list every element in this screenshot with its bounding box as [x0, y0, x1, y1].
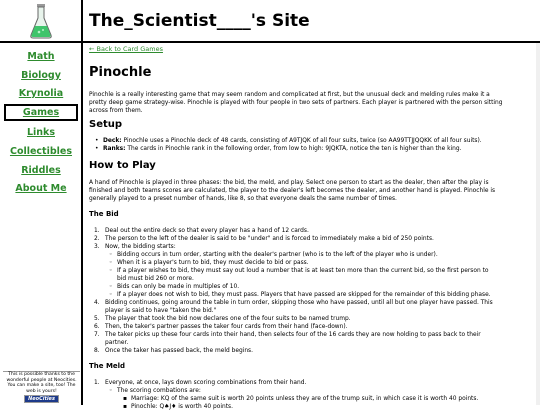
setup-deck-item: [103, 137, 523, 145]
circle-bullet-icon: ◦: [109, 388, 113, 394]
sidebar-nav: [0, 43, 83, 405]
intro-line-1: Pinochle is a really interesting game that may seem random and complicated at first, but the unusual deck and melding rules make it a: [89, 92, 490, 98]
circle-bullet-icon: ◦: [109, 260, 113, 266]
list-number: 3.: [94, 244, 100, 250]
neocities-credit: [3, 371, 80, 401]
bid-substep-e: If a player does not wish to bid, they must pass. Players that have passed are skipped for the remainder of this bidding phase.: [117, 292, 491, 298]
meld-marriage: Marriage: KQ of the same suit is worth 20 points unless they are of the trump suit, in which case it is worth 40 points.: [131, 396, 479, 402]
bid-substep-a: Bidding occurs in turn order, starting with the dealer's partner (who is to the left of the player who is under).: [117, 252, 438, 258]
bid-step-6: Then, the taker's partner passes the taker four cards from their hand (face-down).: [105, 324, 348, 330]
nav-riddles[interactable]: Riddles: [21, 165, 61, 176]
nav-about-me[interactable]: About Me: [15, 183, 67, 194]
bullet-icon: •: [95, 138, 99, 144]
nav-math[interactable]: Math: [27, 51, 55, 62]
list-number: 1.: [94, 228, 100, 234]
neocities-badge[interactable]: NeoCities: [24, 395, 59, 403]
bid-step-4-line-1: Bidding continues, going around the table in turn order, skipping those who have passed, until all but one player have passed. This: [105, 300, 493, 306]
nav-krynolia[interactable]: Krynolia: [18, 88, 64, 99]
list-number: 5.: [94, 316, 100, 322]
bullet-icon: •: [95, 146, 99, 152]
circle-bullet-icon: ◦: [109, 268, 113, 274]
circle-bullet-icon: ◦: [109, 252, 113, 258]
site-header: [0, 0, 540, 43]
ranks-label: Ranks:: [103, 146, 126, 152]
ranks-text: The cards in Pinochle rank in the following order, from low to high: 9JQKTA, notice the ten is higher than the king.: [127, 146, 462, 152]
setup-heading: Setup: [89, 119, 123, 130]
bid-step-2: The person to the left of the dealer is said to be "under" and is forced to immediately make a bid of 250 points.: [105, 236, 434, 242]
nav-collectibles[interactable]: Collectibles: [9, 146, 73, 157]
bid-substep-d: Bids can only be made in multiples of 10.: [117, 284, 240, 290]
list-number: 6.: [94, 324, 100, 330]
credit-line-4: web is yours!: [26, 388, 57, 394]
main-content: [89, 43, 537, 410]
meld-substep-a: The scoring combations are:: [117, 388, 201, 394]
bid-substep-b: When it is a player's turn to bid, they must decide to bid or pass.: [117, 260, 309, 266]
how-to-play-heading: How to Play: [89, 160, 156, 171]
bid-step-4-line-2: player is said to have "taken the bid.": [105, 308, 217, 314]
setup-ranks-item: [103, 145, 523, 153]
bid-heading: The Bid: [89, 210, 119, 218]
page-title: Pinochle: [89, 65, 152, 80]
bid-substep-c-line-2: bid must bid 260 or more.: [117, 276, 194, 282]
bid-step-8: Once the taker has passed back, the meld begins.: [105, 348, 253, 354]
nav-biology[interactable]: Biology: [21, 70, 61, 81]
howto-line-3: generally played to a preset number of hands, like 8, so that everyone deals the same number of times.: [89, 196, 397, 202]
list-number: 7.: [94, 332, 100, 338]
circle-bullet-icon: ◦: [109, 284, 113, 290]
nav-links[interactable]: Links: [26, 127, 56, 138]
credit-line-2: wonderful people at Neocities.: [6, 377, 77, 383]
bid-step-3: Now, the bidding starts:: [105, 244, 176, 250]
deck-text: Pinochle uses a Pinochle deck of 48 cards, consisting of A9TJQK of all four suits, twice (so AA99TTJJQQKK of all four suits).: [123, 138, 482, 144]
list-number: 4.: [94, 300, 100, 306]
back-to-card-games-link[interactable]: ← Back to Card Games: [89, 45, 163, 53]
intro-line-2: pretty deep game strategy-wise. Pinochle is played with four people in two sets of partners. Each player is partnered with the person sitting: [89, 100, 503, 106]
square-bullet-icon: ▪: [123, 396, 127, 402]
square-bullet-icon: ▪: [123, 404, 127, 410]
meld-pinochle: Pinochle: Q♠J♦ is worth 40 points.: [131, 404, 233, 410]
howto-line-2: finished and both teams scores are calculated, the player to the dealer's left becomes the dealer, and another hand is played. Pinochle is: [89, 188, 496, 194]
logo-cell: [0, 0, 83, 43]
deck-label: Deck:: [103, 138, 122, 144]
page-scrollbar[interactable]: [536, 43, 540, 405]
meld-step-1: Everyone, at once, lays down scoring combinations from their hand.: [105, 380, 307, 386]
bid-step-7-line-2: partner.: [105, 340, 129, 346]
nav-games[interactable]: Games: [4, 104, 78, 121]
bid-step-5: The player that took the bid now declares one of the four suits to be named trump.: [105, 316, 351, 322]
site-title: The_Scientist____'s Site: [89, 11, 310, 31]
flask-icon: [29, 3, 53, 39]
list-number: 1.: [94, 380, 100, 386]
credit-line-1: This is possible thanks to the: [8, 372, 75, 377]
intro-line-3: across from them.: [89, 108, 143, 114]
list-number: 8.: [94, 348, 100, 354]
meld-heading: The Meld: [89, 362, 126, 370]
bid-step-1: Deal out the entire deck so that every player has a hand of 12 cards.: [105, 228, 309, 234]
credit-line-3: You can make a site, too! The: [7, 383, 76, 388]
list-number: 2.: [94, 236, 100, 242]
howto-line-1: A hand of Pinochle is played in three phases: the bid, the meld, and play. Select one person to start as the dealer, then after the play is: [89, 180, 489, 186]
bid-step-7-line-1: The taker picks up these four cards into their hand, then selects four of the 16 cards they are now holding to pass back to their: [105, 332, 481, 338]
bid-substep-c-line-1: If a player wishes to bid, they must say out loud a number that is at least ten more than the current bid, so the first person to: [117, 268, 489, 274]
circle-bullet-icon: ◦: [109, 292, 113, 298]
